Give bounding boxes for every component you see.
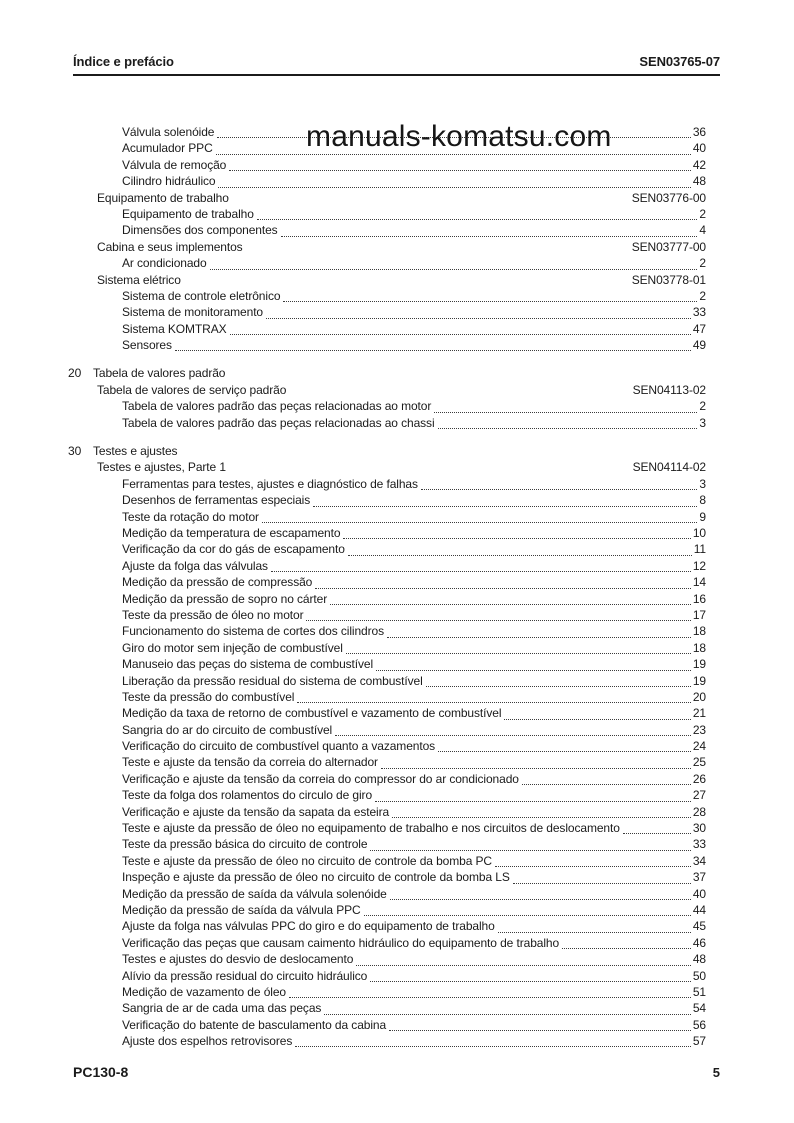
dotted-leader	[283, 301, 697, 302]
toc-entry	[73, 706, 706, 722]
entry-title: Ajuste dos espelhos retrovisores	[122, 1034, 293, 1049]
entry-title: Válvula solenóide	[122, 125, 215, 139]
entry-title: Sistema de monitoramento	[122, 305, 264, 320]
dotted-leader	[623, 833, 691, 834]
entry-page-number: 49	[692, 338, 706, 353]
section-title: Equipamento de trabalho	[97, 190, 229, 205]
section-ref: SEN04114-02	[632, 460, 706, 475]
toc-entry	[73, 805, 706, 821]
entry-title: Medição da pressão de saída da válvula PPC	[122, 902, 361, 917]
dotted-leader	[175, 350, 691, 351]
toc-entry	[73, 788, 706, 804]
entry-title: Funcionamento do sistema de cortes dos cilindros	[122, 624, 385, 639]
dotted-leader	[495, 866, 691, 867]
entry-title: Teste da pressão básica do circuito de controle	[122, 837, 368, 852]
entry-page-number: 11	[693, 542, 706, 557]
toc-entry	[73, 526, 706, 542]
entry-page-number: 2	[699, 288, 706, 303]
toc-entry	[73, 559, 706, 575]
entry-title: Ajuste da folga das válvulas	[122, 558, 268, 573]
dotted-leader	[262, 522, 698, 523]
entry-title: Medição da pressão de sopro no cárter	[122, 591, 328, 606]
dotted-leader	[295, 1046, 691, 1047]
dotted-leader	[266, 318, 691, 319]
entry-page-number: 28	[692, 804, 706, 819]
toc-entry	[73, 936, 706, 952]
entry-page-number: 30	[692, 821, 706, 836]
dotted-leader	[562, 948, 691, 949]
entry-page-number: 12	[692, 558, 706, 573]
dotted-leader	[381, 768, 691, 769]
dotted-leader	[390, 899, 691, 900]
entry-title: Teste da pressão do combustível	[122, 689, 295, 704]
page-header	[73, 54, 720, 76]
entry-title: Sangria do ar do circuito de combustível	[122, 722, 333, 737]
entry-title: Teste e ajuste da tensão da correia do alternador	[122, 755, 378, 770]
dotted-leader	[271, 571, 691, 572]
section-title: Sistema elétrico	[97, 272, 181, 287]
dotted-leader	[330, 604, 691, 605]
toc-entry	[73, 641, 706, 657]
entry-title: Equipamento de trabalho	[122, 206, 254, 221]
entry-title: Manuseio das peças do sistema de combustível	[122, 657, 374, 672]
toc-entry	[73, 608, 706, 624]
dotted-leader	[392, 817, 691, 818]
page-footer	[73, 1064, 720, 1080]
dotted-leader	[229, 170, 691, 171]
entry-title: Ajuste da folga nas válvulas PPC do giro e do equipamento de trabalho	[122, 919, 495, 934]
chapter-number: 30	[68, 444, 82, 459]
dotted-leader	[289, 997, 691, 998]
toc-section	[73, 273, 706, 289]
toc-entry	[73, 723, 706, 739]
dotted-leader	[434, 412, 697, 413]
entry-page-number: 17	[692, 607, 706, 622]
toc-section	[73, 191, 706, 207]
entry-page-number: 48	[692, 174, 706, 189]
toc-entry	[73, 1001, 706, 1017]
chapter-title: Testes e ajustes	[93, 444, 178, 459]
entry-page-number: 45	[692, 919, 706, 934]
dotted-leader	[306, 620, 690, 621]
footer-page-number: 5	[712, 1065, 720, 1080]
entry-title: Medição da pressão de compressão	[122, 575, 313, 590]
toc-entry	[73, 305, 706, 321]
entry-title: Teste da pressão de óleo no motor	[122, 607, 304, 622]
dotted-leader	[387, 637, 691, 638]
entry-title: Liberação da pressão residual do sistema de combustível	[122, 673, 423, 688]
toc-entry	[73, 837, 706, 853]
section-title: Testes e ajustes, Parte 1	[97, 460, 226, 475]
entry-page-number: 3	[699, 415, 706, 430]
dotted-leader	[218, 187, 690, 188]
toc-entry	[73, 575, 706, 591]
entry-page-number: 26	[692, 771, 706, 786]
entry-page-number: 27	[692, 788, 706, 803]
entry-title: Sensores	[122, 338, 172, 353]
entry-title: Verificação do circuito de combustível quanto a vazamentos	[122, 739, 436, 754]
toc-entry	[73, 223, 706, 239]
toc-entry	[73, 256, 706, 272]
entry-title: Medição de vazamento de óleo	[122, 984, 286, 999]
toc-entry	[73, 624, 706, 640]
chapter-number: 20	[68, 366, 82, 381]
toc-section	[73, 240, 706, 256]
dotted-leader	[421, 489, 698, 490]
entry-page-number: 8	[699, 493, 706, 508]
dotted-leader	[426, 686, 691, 687]
toc-entry	[73, 510, 706, 526]
entry-page-number: 10	[692, 525, 706, 540]
dotted-leader	[370, 850, 690, 851]
toc-entry	[73, 903, 706, 919]
entry-title: Verificação do batente de basculamento da cabina	[122, 1017, 387, 1032]
entry-page-number: 3	[699, 476, 706, 491]
toc-entry	[73, 772, 706, 788]
entry-title: Sistema de controle eletrônico	[122, 288, 281, 303]
dotted-leader	[313, 506, 697, 507]
dotted-leader	[343, 538, 690, 539]
entry-page-number: 56	[692, 1017, 706, 1032]
entry-page-number: 54	[692, 1001, 706, 1016]
toc-entry	[73, 542, 706, 558]
entry-page-number: 33	[692, 837, 706, 852]
dotted-leader	[281, 236, 698, 237]
toc-entry	[73, 493, 706, 509]
dotted-leader	[315, 588, 691, 589]
dotted-leader	[348, 555, 692, 556]
entry-page-number: 46	[692, 935, 706, 950]
entry-page-number: 51	[692, 984, 706, 999]
dotted-leader	[230, 334, 691, 335]
entry-page-number: 48	[692, 952, 706, 967]
section-title: Tabela de valores de serviço padrão	[97, 382, 287, 397]
entry-title: Ar condicionado	[122, 256, 207, 271]
entry-page-number: 14	[692, 575, 706, 590]
entry-title: Válvula de remoção	[122, 157, 227, 172]
entry-page-number: 21	[692, 706, 706, 721]
entry-page-number: 34	[692, 853, 706, 868]
entry-title: Teste e ajuste da pressão de óleo no circuito de controle da bomba PC	[122, 853, 492, 868]
chapter-title: Tabela de valores padrão	[93, 366, 226, 381]
entry-page-number: 25	[692, 755, 706, 770]
section-ref: SEN03776-00	[631, 190, 706, 205]
toc-entry	[73, 755, 706, 771]
toc-entry	[73, 338, 706, 354]
dotted-leader	[375, 801, 691, 802]
section-ref: SEN03777-00	[631, 239, 706, 254]
entry-page-number: 2	[699, 206, 706, 221]
entry-title: Sangria de ar de cada uma das peças	[122, 1001, 322, 1016]
toc-entry	[73, 477, 706, 493]
entry-title: Tabela de valores padrão das peças relacionadas ao motor	[122, 399, 432, 414]
toc-section	[73, 383, 706, 399]
entry-title: Dimensões dos componentes	[122, 223, 278, 238]
dotted-leader	[498, 932, 691, 933]
dotted-leader	[297, 702, 691, 703]
entry-page-number: 23	[692, 722, 706, 737]
entry-page-number: 9	[699, 509, 706, 524]
dotted-leader	[522, 784, 691, 785]
toc-entry	[73, 207, 706, 223]
entry-title: Verificação e ajuste da tensão da correia do compressor do ar condicionado	[122, 771, 519, 786]
entry-page-number: 19	[692, 673, 706, 688]
entry-page-number: 47	[692, 321, 706, 336]
toc-entry	[73, 158, 706, 174]
dotted-leader	[370, 981, 691, 982]
dotted-leader	[257, 219, 698, 220]
dotted-leader	[438, 751, 691, 752]
dotted-leader	[210, 269, 698, 270]
dotted-leader	[364, 915, 691, 916]
dotted-leader	[389, 1030, 691, 1031]
toc-entry	[73, 657, 706, 673]
header-title: Índice e prefácio	[73, 54, 174, 69]
toc-entry	[73, 690, 706, 706]
entry-page-number: 2	[699, 399, 706, 414]
entry-title: Acumulador PPC	[122, 141, 213, 156]
entry-page-number: 40	[692, 141, 706, 156]
entry-page-number: 50	[692, 968, 706, 983]
toc-entry	[73, 854, 706, 870]
entry-page-number: 20	[692, 689, 706, 704]
toc-entry	[73, 887, 706, 903]
entry-page-number: 36	[692, 125, 706, 139]
entry-page-number: 44	[692, 902, 706, 917]
header-doc-ref: SEN03765-07	[639, 54, 720, 69]
dotted-leader	[346, 653, 691, 654]
toc-entry	[73, 1018, 706, 1034]
entry-title: Teste da folga dos rolamentos do circulo de giro	[122, 788, 373, 803]
toc-entry	[73, 674, 706, 690]
toc-entry	[73, 952, 706, 968]
entry-title: Inspeção e ajuste da pressão de óleo no circuito de controle da bomba LS	[122, 870, 510, 885]
entry-title: Ferramentas para testes, ajustes e diagnóstico de falhas	[122, 476, 418, 491]
dotted-leader	[356, 965, 691, 966]
toc-entry	[73, 870, 706, 886]
entry-title: Giro do motor sem injeção de combustível	[122, 640, 343, 655]
entry-page-number: 40	[692, 886, 706, 901]
entry-page-number: 2	[699, 256, 706, 271]
toc-chapter	[68, 366, 706, 382]
dotted-leader	[376, 670, 691, 671]
toc-entry	[73, 985, 706, 1001]
watermark-text: manuals-komatsu.com	[306, 120, 612, 153]
toc-entry	[73, 969, 706, 985]
dotted-leader	[513, 883, 691, 884]
entry-title: Alívio da pressão residual do circuito hidráulico	[122, 968, 368, 983]
entry-title: Testes e ajustes do desvio de deslocamento	[122, 952, 354, 967]
toc-entry	[73, 416, 706, 432]
entry-title: Medição da temperatura de escapamento	[122, 525, 341, 540]
entry-page-number: 18	[692, 640, 706, 655]
toc-entry	[73, 399, 706, 415]
entry-title: Medição da pressão de saída da válvula solenóide	[122, 886, 387, 901]
entry-title: Verificação e ajuste da tensão da sapata da esteira	[122, 804, 390, 819]
entry-title: Verificação das peças que causam caimento hidráulico do equipamento de trabalho	[122, 935, 560, 950]
entry-page-number: 19	[692, 657, 706, 672]
entry-title: Medição da taxa de retorno de combustível e vazamento de combustível	[122, 706, 502, 721]
toc-chapter	[68, 444, 706, 460]
dotted-leader	[324, 1014, 691, 1015]
footer-model: PC130-8	[73, 1064, 129, 1080]
entry-page-number: 4	[699, 223, 706, 238]
toc-entry	[73, 322, 706, 338]
toc-entry	[73, 1034, 706, 1050]
toc-entry	[73, 174, 706, 190]
entry-title: Sistema KOMTRAX	[122, 321, 227, 336]
entry-title: Tabela de valores padrão das peças relacionadas ao chassi	[122, 415, 435, 430]
dotted-leader	[335, 735, 691, 736]
entry-title: Teste da rotação do motor	[122, 509, 259, 524]
toc-section	[73, 460, 706, 476]
entry-page-number: 16	[692, 591, 706, 606]
toc-entry	[73, 821, 706, 837]
section-ref: SEN03778-01	[631, 272, 706, 287]
dotted-leader	[504, 719, 690, 720]
section-title: Cabina e seus implementos	[97, 239, 243, 254]
entry-title: Teste e ajuste da pressão de óleo no equipamento de trabalho e nos circuitos de deslocamento	[122, 821, 620, 836]
entry-page-number: 18	[692, 624, 706, 639]
entry-title: Cilindro hidráulico	[122, 174, 216, 189]
toc-entry	[73, 919, 706, 935]
entry-page-number: 33	[692, 305, 706, 320]
entry-title: Desenhos de ferramentas especiais	[122, 493, 311, 508]
toc-entry	[73, 592, 706, 608]
entry-page-number: 42	[692, 157, 706, 172]
entry-page-number: 57	[692, 1034, 706, 1049]
entry-page-number: 37	[692, 870, 706, 885]
entry-page-number: 24	[692, 739, 706, 754]
toc-entry	[73, 739, 706, 755]
dotted-leader	[438, 428, 698, 429]
entry-title: Verificação da cor do gás de escapamento	[122, 542, 345, 557]
section-ref: SEN04113-02	[632, 382, 706, 397]
toc-list	[68, 125, 706, 1050]
toc-entry	[73, 289, 706, 305]
